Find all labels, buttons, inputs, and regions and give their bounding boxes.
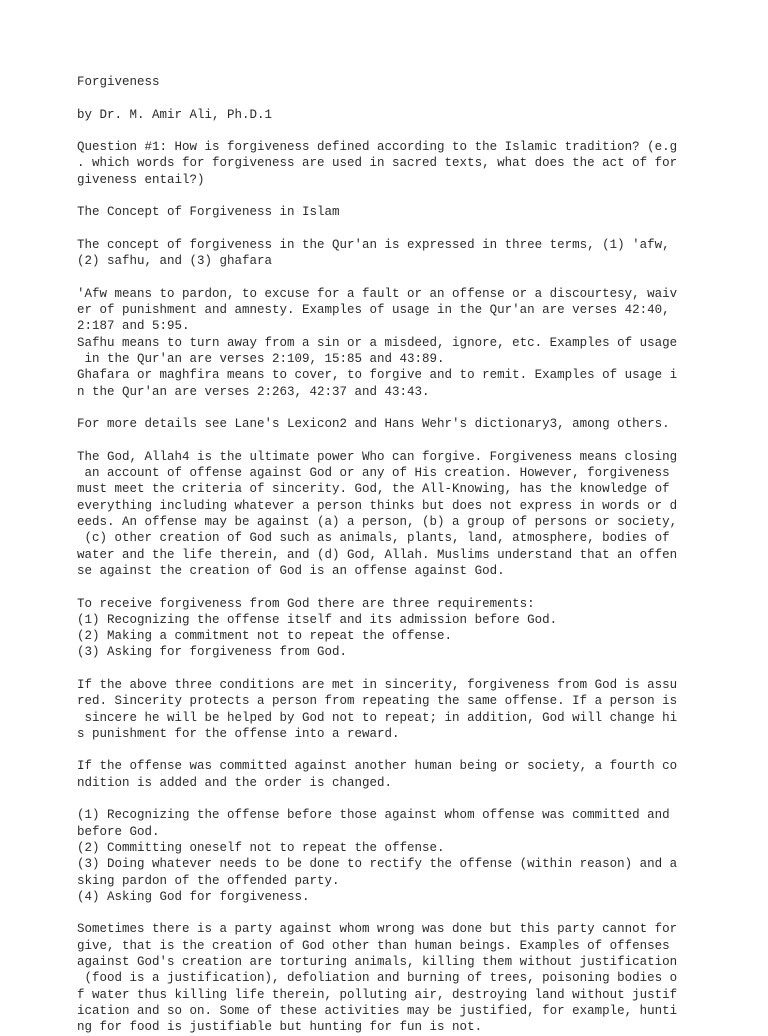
spacer bbox=[77, 123, 757, 139]
text-line: (food is a justification), defoliation and burning of trees, poisoning bodies o bbox=[77, 971, 678, 986]
text-line: Safhu means to turn away from a sin or a misdeed, ignore, etc. Examples of usage bbox=[77, 335, 678, 350]
text-line: sincere he will be helped by God not to repeat; in addition, God will change hi bbox=[77, 710, 678, 725]
question-paragraph bbox=[77, 139, 757, 188]
list-item: (1) Recognizing the offense itself and its admission before God. bbox=[77, 612, 558, 627]
four-steps-list bbox=[77, 807, 757, 905]
spacer bbox=[77, 661, 757, 677]
list-item: (3) Asking for forgiveness from God. bbox=[77, 645, 348, 660]
text-line: s punishment for the offense into a reward. bbox=[77, 726, 400, 741]
text-line: ng for food is justifiable but hunting for fun is not. bbox=[77, 1020, 483, 1035]
text-line: . which words for forgiveness are used in sacred texts, what does the act of for bbox=[77, 156, 678, 171]
text-line: ndition is added and the order is changed. bbox=[77, 775, 393, 790]
text-line: The God, Allah4 is the ultimate power Who can forgive. Forgiveness means closing bbox=[77, 449, 678, 464]
creation-paragraph bbox=[77, 921, 757, 1035]
spacer bbox=[77, 221, 757, 237]
text-line: against God's creation are torturing animals, killing them without justification bbox=[77, 955, 678, 970]
requirements-list bbox=[77, 596, 757, 661]
text-line: If the offense was committed against another human being or society, a fourth co bbox=[77, 759, 678, 774]
text-line: before God. bbox=[77, 824, 160, 839]
text-line: (2) safhu, and (3) ghafara bbox=[77, 254, 273, 269]
text-line: must meet the criteria of sincerity. God, the All-Knowing, has the knowledge of bbox=[77, 482, 670, 497]
text-line: 'Afw means to pardon, to excuse for a fault or an offense or a discourtesy, waiv bbox=[77, 286, 678, 301]
text-line: water and the life therein, and (d) God, Allah. Muslims understand that an offen bbox=[77, 547, 678, 562]
section-heading: The Concept of Forgiveness in Islam bbox=[77, 205, 340, 220]
text-line: in the Qur'an are verses 2:109, 15:85 and 43:89. bbox=[77, 352, 445, 367]
allah-paragraph bbox=[77, 449, 757, 579]
text-line: ication and so on. Some of these activities may be justified, for example, hunti bbox=[77, 1003, 678, 1018]
list-item: (1) Recognizing the offense before those against whom offense was committed and bbox=[77, 808, 670, 823]
list-item: (2) Making a commitment not to repeat the offense. bbox=[77, 629, 453, 644]
list-item: (2) Committing oneself not to repeat the offense. bbox=[77, 840, 445, 855]
text-line: give, that is the creation of God other than human beings. Examples of offenses bbox=[77, 938, 670, 953]
text-line: eeds. An offense may be against (a) a person, (b) a group of persons or society, bbox=[77, 515, 678, 530]
text-line: If the above three conditions are met in sincerity, forgiveness from God is assu bbox=[77, 677, 678, 692]
text-line: Sometimes there is a party against whom wrong was done but this party cannot for bbox=[77, 922, 678, 937]
fourth-condition-paragraph bbox=[77, 758, 757, 791]
text-line: To receive forgiveness from God there are three requirements: bbox=[77, 596, 535, 611]
text-line: The concept of forgiveness in the Qur'an is expressed in three terms, (1) 'afw, bbox=[77, 237, 670, 252]
spacer bbox=[77, 90, 757, 106]
list-item: (3) Doing whatever needs to be done to rectify the offense (within reason) and a bbox=[77, 857, 678, 872]
spacer bbox=[77, 791, 757, 807]
text-line: sking pardon of the offended party. bbox=[77, 873, 340, 888]
text-line: Ghafara or maghfira means to cover, to forgive and to remit. Examples of usage i bbox=[77, 368, 678, 383]
text-line: everything including whatever a person thinks but does not express in words or d bbox=[77, 498, 678, 513]
spacer bbox=[77, 270, 757, 286]
author-byline: by Dr. M. Amir Ali, Ph.D.1 bbox=[77, 107, 273, 122]
text-line: 2:187 and 5:95. bbox=[77, 319, 190, 334]
text-line: er of punishment and amnesty. Examples of usage in the Qur'an are verses 42:40, bbox=[77, 303, 670, 318]
terms-intro-paragraph bbox=[77, 237, 757, 270]
spacer bbox=[77, 742, 757, 758]
document-title: Forgiveness bbox=[77, 75, 160, 89]
spacer bbox=[77, 188, 757, 204]
spacer bbox=[77, 905, 757, 921]
text-line: n the Qur'an are verses 2:263, 42:37 and 43:43. bbox=[77, 384, 430, 399]
text-line: an account of offense against God or any of His creation. However, forgiveness bbox=[77, 466, 670, 481]
text-line: Question #1: How is forgiveness defined according to the Islamic tradition? (e.g bbox=[77, 140, 678, 155]
text-line: se against the creation of God is an offense against God. bbox=[77, 563, 505, 578]
text-line: giveness entail?) bbox=[77, 172, 205, 187]
document-page bbox=[77, 74, 757, 1036]
spacer bbox=[77, 400, 757, 416]
text-line: (c) other creation of God such as animals, plants, land, atmosphere, bodies of bbox=[77, 531, 670, 546]
text-line: red. Sincerity protects a person from repeating the same offense. If a person is bbox=[77, 694, 678, 709]
more-details-line: For more details see Lane's Lexicon2 and Hans Wehr's dictionary3, among others. bbox=[77, 417, 670, 432]
spacer bbox=[77, 579, 757, 595]
list-item: (4) Asking God for forgiveness. bbox=[77, 889, 310, 904]
spacer bbox=[77, 433, 757, 449]
definitions-paragraph bbox=[77, 286, 757, 400]
sincerity-paragraph bbox=[77, 677, 757, 742]
text-line: f water thus killing life therein, polluting air, destroying land without justif bbox=[77, 987, 678, 1002]
